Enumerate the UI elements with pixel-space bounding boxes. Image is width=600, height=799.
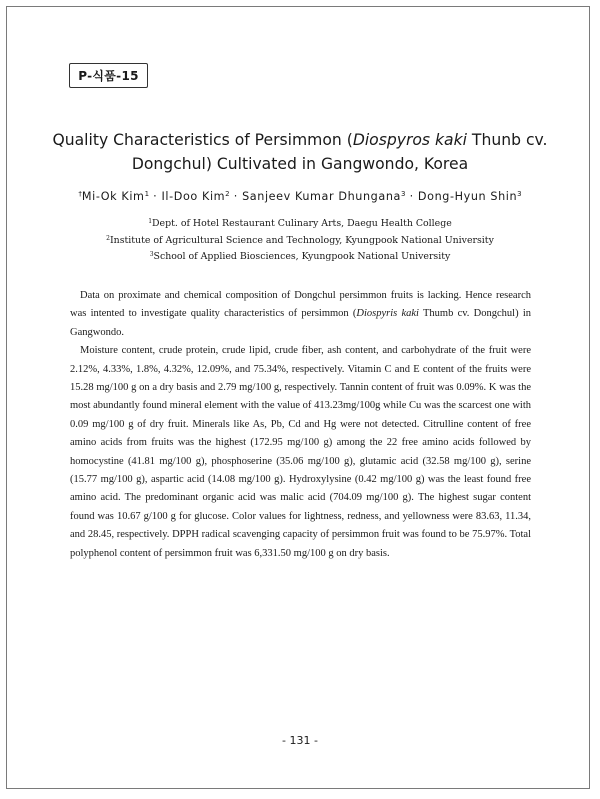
- affiliation-item: $^1$Dept. of Hotel Restaurant Culinary Arts, Daegu Health College: [148, 218, 452, 229]
- title-line-2: Dongchul) Cultivated in Gangwondo, Korea: [131, 155, 469, 173]
- title-line-1: Quality Characteristics of Persimmon (Diospyros kaki Thunb cv.: [52, 131, 548, 149]
- author-separator: ·: [405, 190, 418, 203]
- session-label: P-식품-15: [69, 63, 148, 88]
- affiliation-item: $^3$School of Applied Biosciences, Kyungpook National University: [149, 251, 451, 263]
- abstract-paragraph-1: Data on proximate and chemical composition of Dongchul persimmon fruits is lacking. Hence research was intented to investigate quality characteristics of persimmon (Diospyris kaki Thumb cv. Dongchul) in Gangwondo.: [70, 290, 531, 338]
- author-list: †Mi-Ok Kim$^1$ · Il-Doo Kim$^2$ · Sanjeev Kumar Dhungana$^3$ · Dong-Hyun Shin$^3$: [78, 190, 522, 203]
- author-name: Mi-Ok Kim: [81, 190, 145, 203]
- abstract: [70, 287, 531, 563]
- author-separator: ·: [229, 190, 243, 203]
- author-separator: ·: [149, 190, 162, 203]
- author-name: Il-Doo Kim: [161, 190, 226, 203]
- abstract-paragraph-2: Moisture content, crude protein, crude lipid, crude fiber, ash content, and carbohydrate of the fruit were 2.12%, 4.33%, 1.8%, 4.32%, 12.09%, and 75.34%, respectively. Vitamin C and E content of the fruits were 15.28 mg/100 g on a dry basis and 2.79 mg/100 g, respectively. Tannin content of fruit was 0.09%. K was the most abundantly found mineral element with the value of 413.23mg/100g while Cu was the scarcest one with 0.09 mg/100 g of dry fruit. Minerals like As, Pb, Cd and Hg were not detected. Citrulline content of free amino acids from fruits was the highest (172.95 mg/100 g) among the 22 free amino acids followed by homocystine (41.81 mg/100 g), phosphoserine (35.06 mg/100 g), glutamic acid (32.58 mg/100 g), serine (15.77 mg/100 g), aspartic acid (14.08 mg/100 g). Hydroxylysine (0.42 mg/100 g) was the least found free amino acid. The predominant organic acid was malic acid (704.09 mg/100 g). The highest sugar content found was 10.67 g/100 g for glucose. Color values for lightness, redness, and yellowness were 83.63, 11.34, and 28.45, respectively. DPPH radical scavenging capacity of persimmon fruit was found to be 75.97%. Total polyphenol content of persimmon fruit was 6,331.50 mg/100 g on dry basis.: [70, 345, 531, 559]
- species-name: Diospyris kaki: [356, 308, 419, 320]
- author-name: Sanjeev Kumar Dhungana: [242, 190, 401, 203]
- title-species: Diospyros kaki: [352, 131, 467, 149]
- affiliations: [40, 215, 560, 265]
- author-name: Dong-Hyun Shin: [417, 190, 518, 203]
- paper-title: [40, 128, 560, 176]
- page-number: - 131 -: [282, 734, 318, 747]
- corresponding-mark: †: [78, 190, 82, 198]
- affiliation-item: $^2$Institute of Agricultural Science and Technology, Kyungpook National University: [106, 234, 494, 246]
